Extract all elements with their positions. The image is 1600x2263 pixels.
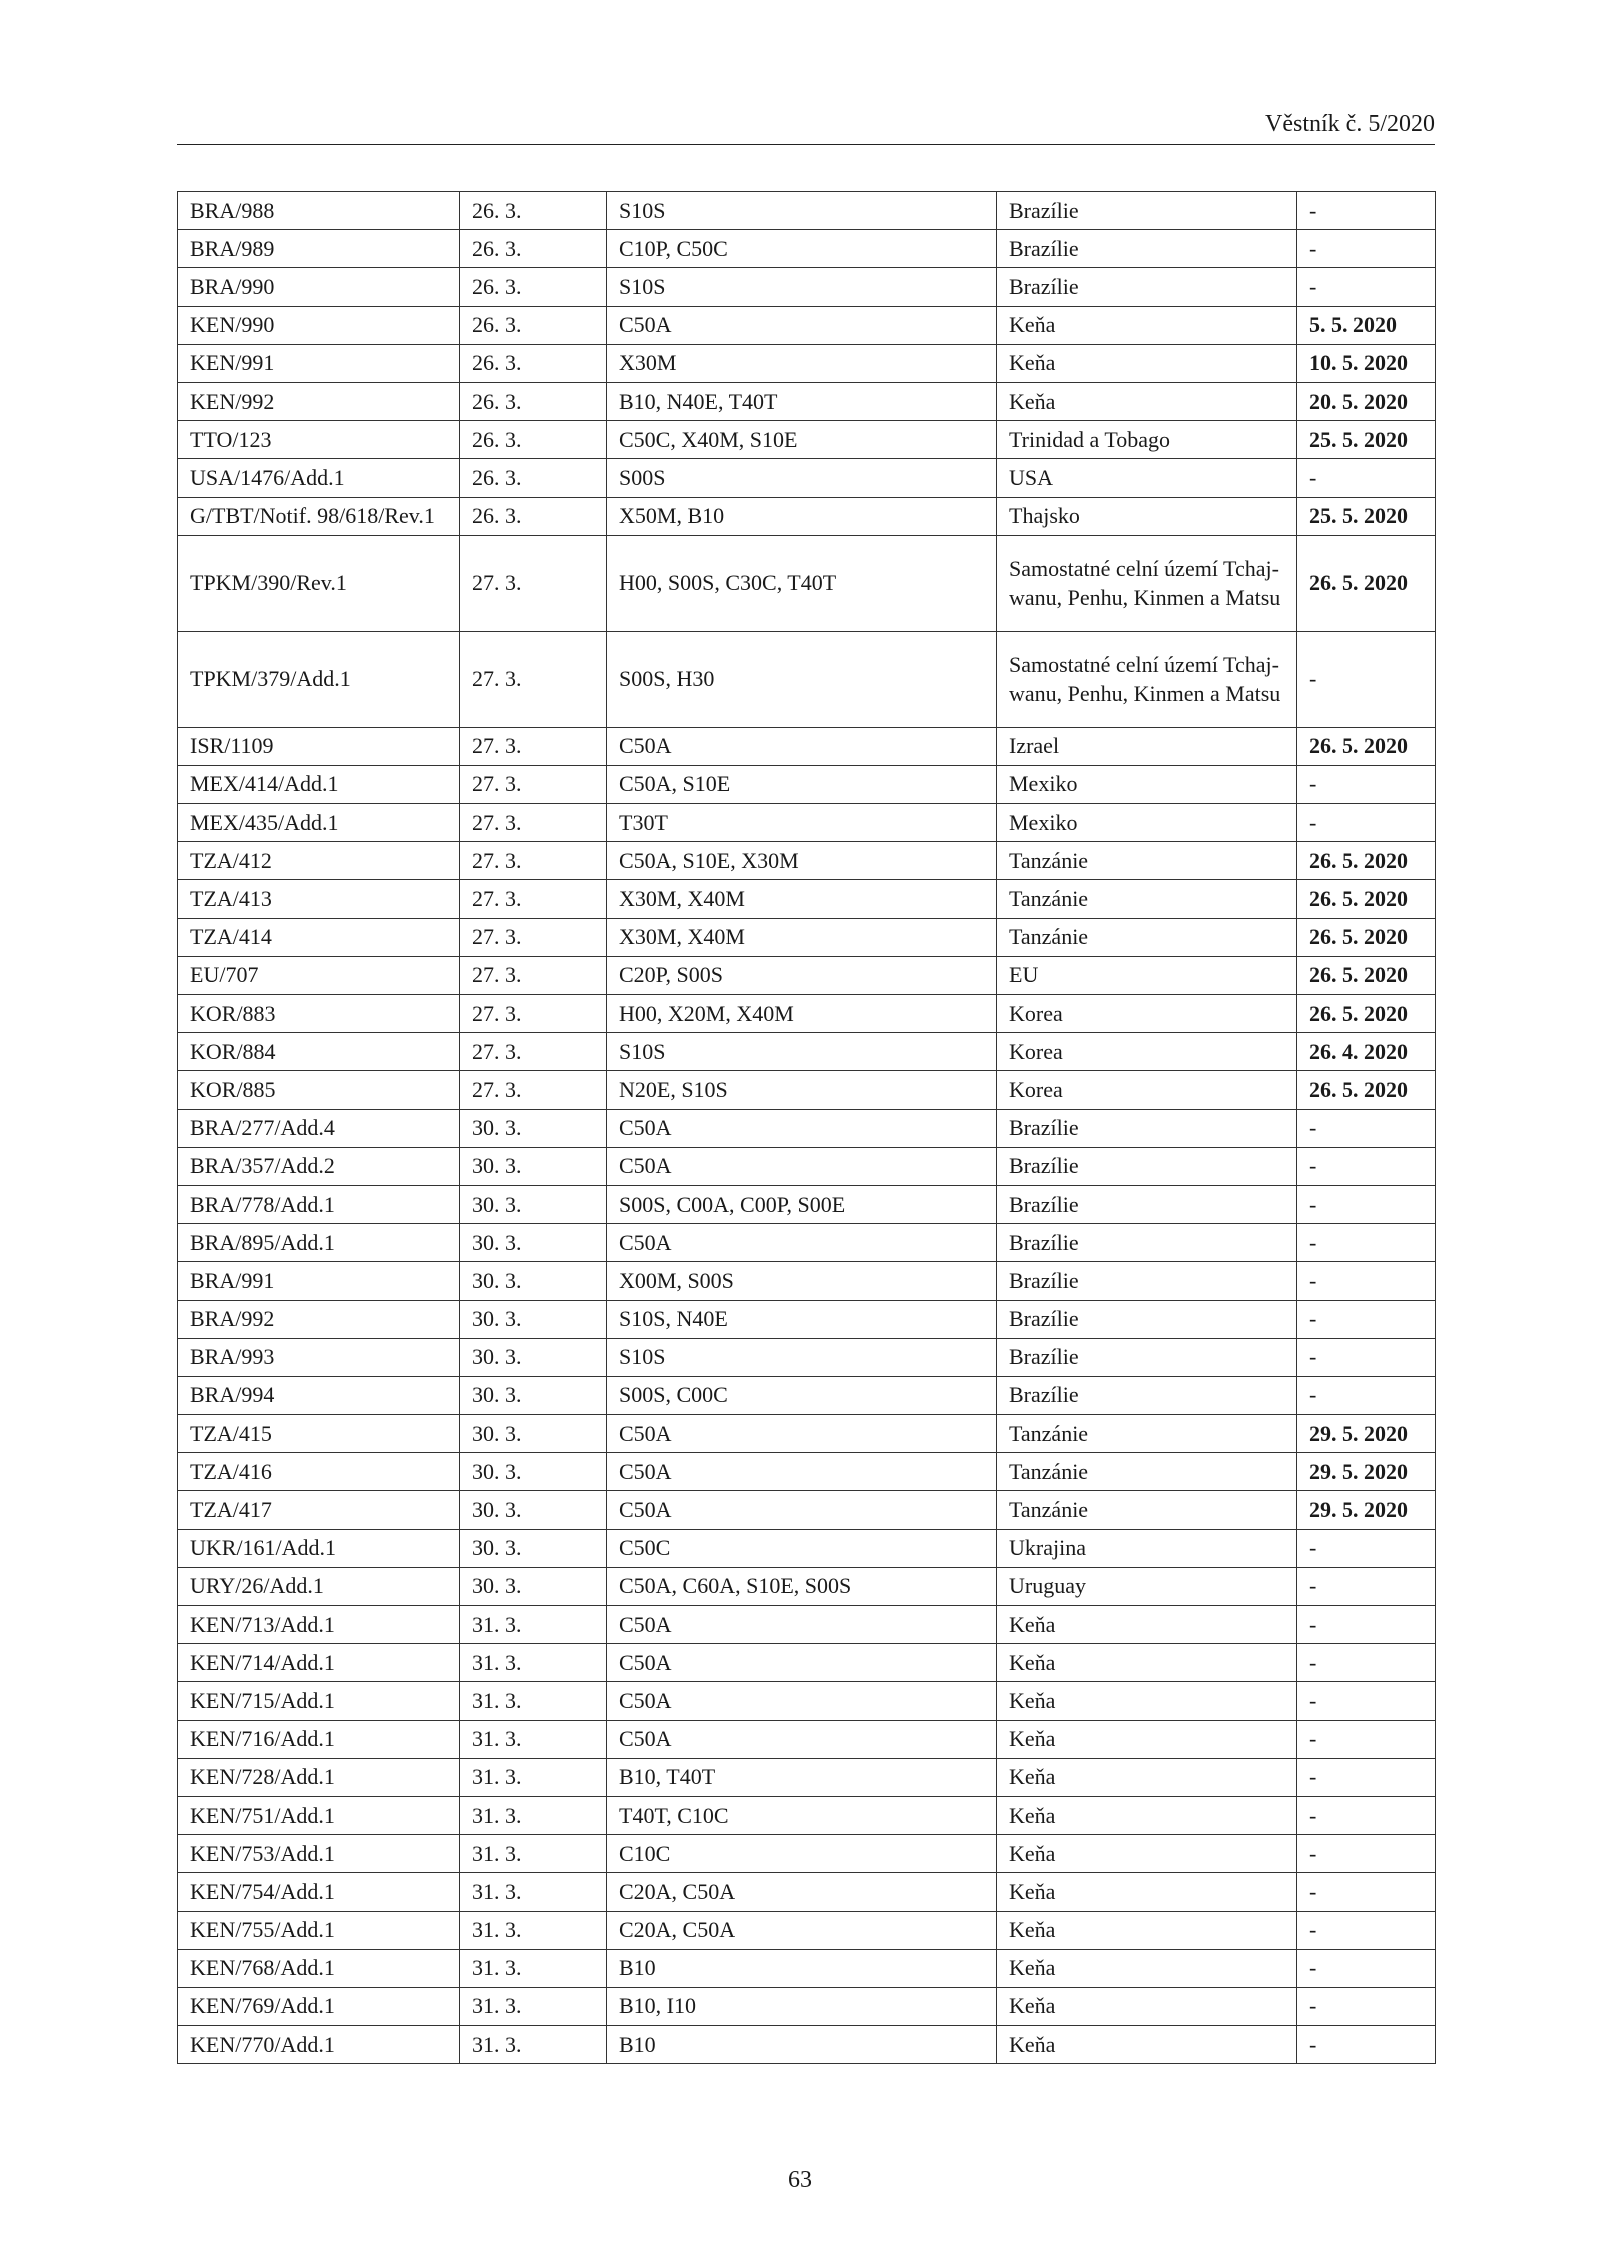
notification-date-cell: 27. 3. — [460, 880, 607, 918]
comment-deadline-cell: - — [1297, 631, 1436, 727]
comment-deadline-cell: 29. 5. 2020 — [1297, 1415, 1436, 1453]
ics-codes-cell: X00M, S00S — [607, 1262, 997, 1300]
notification-symbol-cell: KEN/753/Add.1 — [178, 1835, 460, 1873]
table-row — [178, 956, 1436, 994]
table-row — [178, 1491, 1436, 1529]
country-cell: Tanzánie — [997, 1491, 1297, 1529]
ics-codes-cell: C20P, S00S — [607, 956, 997, 994]
notification-symbol-cell: BRA/895/Add.1 — [178, 1224, 460, 1262]
notification-date-cell: 30. 3. — [460, 1415, 607, 1453]
notification-date-cell: 30. 3. — [460, 1147, 607, 1185]
notification-symbol-cell: TZA/416 — [178, 1453, 460, 1491]
notification-date-cell: 27. 3. — [460, 918, 607, 956]
comment-deadline-cell: - — [1297, 1644, 1436, 1682]
comment-deadline-cell: - — [1297, 1147, 1436, 1185]
ics-codes-cell: C50A — [607, 1147, 997, 1185]
table-row — [178, 995, 1436, 1033]
ics-codes-cell: X30M — [607, 344, 997, 382]
ics-codes-cell: S00S — [607, 459, 997, 497]
comment-deadline-cell: - — [1297, 1262, 1436, 1300]
notification-date-cell: 31. 3. — [460, 1911, 607, 1949]
ics-codes-cell: C50A — [607, 1415, 997, 1453]
country-cell: Brazílie — [997, 230, 1297, 268]
notification-date-cell: 31. 3. — [460, 1796, 607, 1834]
notification-date-cell: 26. 3. — [460, 459, 607, 497]
ics-codes-cell: S10S — [607, 192, 997, 230]
table-row — [178, 1147, 1436, 1185]
table-row — [178, 268, 1436, 306]
comment-deadline-cell: - — [1297, 268, 1436, 306]
table-row — [178, 1185, 1436, 1223]
notification-date-cell: 31. 3. — [460, 1758, 607, 1796]
ics-codes-cell: H00, X20M, X40M — [607, 995, 997, 1033]
country-cell: Brazílie — [997, 192, 1297, 230]
notification-symbol-cell: BRA/992 — [178, 1300, 460, 1338]
ics-codes-cell: C50A — [607, 1224, 997, 1262]
country-cell: Keňa — [997, 1987, 1297, 2025]
country-cell: Keňa — [997, 2026, 1297, 2064]
notification-symbol-cell: TTO/123 — [178, 421, 460, 459]
country-cell: Keňa — [997, 1796, 1297, 1834]
comment-deadline-cell: 25. 5. 2020 — [1297, 421, 1436, 459]
ics-codes-cell: C50A — [607, 1644, 997, 1682]
country-cell: Brazílie — [997, 1185, 1297, 1223]
country-cell: Brazílie — [997, 1109, 1297, 1147]
notification-symbol-cell: MEX/435/Add.1 — [178, 804, 460, 842]
comment-deadline-cell: - — [1297, 1606, 1436, 1644]
table-row — [178, 1987, 1436, 2025]
country-cell: Brazílie — [997, 1338, 1297, 1376]
country-cell: Brazílie — [997, 1262, 1297, 1300]
table-row — [178, 631, 1436, 727]
notification-symbol-cell: G/TBT/Notif. 98/618/Rev.1 — [178, 497, 460, 535]
comment-deadline-cell: - — [1297, 1682, 1436, 1720]
country-cell: Korea — [997, 1071, 1297, 1109]
table-row — [178, 1338, 1436, 1376]
notification-symbol-cell: BRA/277/Add.4 — [178, 1109, 460, 1147]
notification-symbol-cell: TZA/414 — [178, 918, 460, 956]
comment-deadline-cell: - — [1297, 192, 1436, 230]
country-cell: Tanzánie — [997, 1415, 1297, 1453]
notification-symbol-cell: KEN/754/Add.1 — [178, 1873, 460, 1911]
country-cell: Tanzánie — [997, 842, 1297, 880]
comment-deadline-cell: - — [1297, 1567, 1436, 1605]
table-row — [178, 765, 1436, 803]
comment-deadline-cell: - — [1297, 765, 1436, 803]
country-cell: Brazílie — [997, 1224, 1297, 1262]
table-row — [178, 1415, 1436, 1453]
notification-date-cell: 31. 3. — [460, 1835, 607, 1873]
notification-symbol-cell: MEX/414/Add.1 — [178, 765, 460, 803]
table-row — [178, 1720, 1436, 1758]
notification-symbol-cell: KEN/713/Add.1 — [178, 1606, 460, 1644]
table-row — [178, 1796, 1436, 1834]
ics-codes-cell: C50A, C60A, S10E, S00S — [607, 1567, 997, 1605]
table-row — [178, 535, 1436, 631]
notification-date-cell: 31. 3. — [460, 1644, 607, 1682]
notification-date-cell: 27. 3. — [460, 535, 607, 631]
comment-deadline-cell: - — [1297, 1109, 1436, 1147]
ics-codes-cell: C50A — [607, 1109, 997, 1147]
notification-symbol-cell: KEN/728/Add.1 — [178, 1758, 460, 1796]
notification-symbol-cell: BRA/994 — [178, 1376, 460, 1414]
table-row — [178, 1606, 1436, 1644]
notification-date-cell: 31. 3. — [460, 1720, 607, 1758]
table-row — [178, 1033, 1436, 1071]
table-row — [178, 804, 1436, 842]
notification-date-cell: 27. 3. — [460, 1071, 607, 1109]
ics-codes-cell: C50A — [607, 1682, 997, 1720]
comment-deadline-cell: - — [1297, 1224, 1436, 1262]
notification-symbol-cell: KOR/883 — [178, 995, 460, 1033]
notification-symbol-cell: BRA/989 — [178, 230, 460, 268]
country-cell: Keňa — [997, 1949, 1297, 1987]
comment-deadline-cell: 29. 5. 2020 — [1297, 1491, 1436, 1529]
table-row — [178, 1224, 1436, 1262]
notification-symbol-cell: BRA/991 — [178, 1262, 460, 1300]
notification-date-cell: 27. 3. — [460, 804, 607, 842]
ics-codes-cell: C50A — [607, 1453, 997, 1491]
country-cell: Samostatné celní území Tchaj-wanu, Penhu, Kinmen a Matsu — [997, 535, 1297, 631]
ics-codes-cell: C20A, C50A — [607, 1873, 997, 1911]
notification-symbol-cell: KEN/714/Add.1 — [178, 1644, 460, 1682]
notification-symbol-cell: KEN/715/Add.1 — [178, 1682, 460, 1720]
notification-date-cell: 26. 3. — [460, 268, 607, 306]
notification-date-cell: 26. 3. — [460, 230, 607, 268]
country-cell: Ukrajina — [997, 1529, 1297, 1567]
notification-symbol-cell: BRA/357/Add.2 — [178, 1147, 460, 1185]
comment-deadline-cell: - — [1297, 1911, 1436, 1949]
table-row — [178, 497, 1436, 535]
notifications-table-body — [178, 192, 1436, 2064]
table-row — [178, 1300, 1436, 1338]
country-cell: Keňa — [997, 306, 1297, 344]
country-cell: Mexiko — [997, 765, 1297, 803]
ics-codes-cell: C50A — [607, 1720, 997, 1758]
notification-date-cell: 31. 3. — [460, 1949, 607, 1987]
page-number: 63 — [788, 2167, 812, 2193]
table-row — [178, 1567, 1436, 1605]
comment-deadline-cell: 25. 5. 2020 — [1297, 497, 1436, 535]
table-row — [178, 306, 1436, 344]
comment-deadline-cell: - — [1297, 1835, 1436, 1873]
comment-deadline-cell: 26. 5. 2020 — [1297, 995, 1436, 1033]
notification-symbol-cell: KEN/716/Add.1 — [178, 1720, 460, 1758]
country-cell: Korea — [997, 1033, 1297, 1071]
table-row — [178, 727, 1436, 765]
notification-date-cell: 26. 3. — [460, 497, 607, 535]
table-row — [178, 1682, 1436, 1720]
table-row — [178, 880, 1436, 918]
ics-codes-cell: C50A — [607, 1491, 997, 1529]
notification-symbol-cell: TZA/412 — [178, 842, 460, 880]
notification-symbol-cell: KOR/885 — [178, 1071, 460, 1109]
country-cell: Brazílie — [997, 1300, 1297, 1338]
notification-date-cell: 27. 3. — [460, 631, 607, 727]
country-cell: Keňa — [997, 1720, 1297, 1758]
notification-date-cell: 30. 3. — [460, 1529, 607, 1567]
comment-deadline-cell: - — [1297, 459, 1436, 497]
notification-symbol-cell: TZA/417 — [178, 1491, 460, 1529]
ics-codes-cell: B10 — [607, 1949, 997, 1987]
table-row — [178, 344, 1436, 382]
comment-deadline-cell: - — [1297, 804, 1436, 842]
notification-date-cell: 27. 3. — [460, 956, 607, 994]
notification-date-cell: 30. 3. — [460, 1109, 607, 1147]
country-cell: Brazílie — [997, 1376, 1297, 1414]
country-cell: Keňa — [997, 1873, 1297, 1911]
table-row — [178, 192, 1436, 230]
comment-deadline-cell: 10. 5. 2020 — [1297, 344, 1436, 382]
ics-codes-cell: X30M, X40M — [607, 918, 997, 956]
ics-codes-cell: B10 — [607, 2026, 997, 2064]
ics-codes-cell: B10, I10 — [607, 1987, 997, 2025]
ics-codes-cell: C50A — [607, 306, 997, 344]
comment-deadline-cell: 26. 5. 2020 — [1297, 956, 1436, 994]
comment-deadline-cell: - — [1297, 1185, 1436, 1223]
comment-deadline-cell: - — [1297, 1338, 1436, 1376]
notification-date-cell: 26. 3. — [460, 382, 607, 420]
country-cell: Trinidad a Tobago — [997, 421, 1297, 459]
comment-deadline-cell: - — [1297, 1758, 1436, 1796]
country-cell: Keňa — [997, 1606, 1297, 1644]
ics-codes-cell: S10S — [607, 1033, 997, 1071]
comment-deadline-cell: 26. 4. 2020 — [1297, 1033, 1436, 1071]
notification-symbol-cell: URY/26/Add.1 — [178, 1567, 460, 1605]
notifications-table — [177, 191, 1436, 2064]
ics-codes-cell: C50A — [607, 727, 997, 765]
ics-codes-cell: B10, T40T — [607, 1758, 997, 1796]
notification-symbol-cell: KOR/884 — [178, 1033, 460, 1071]
notification-symbol-cell: BRA/990 — [178, 268, 460, 306]
table-row — [178, 1262, 1436, 1300]
country-cell: Brazílie — [997, 1147, 1297, 1185]
ics-codes-cell: X30M, X40M — [607, 880, 997, 918]
table-row — [178, 1949, 1436, 1987]
table-row — [178, 382, 1436, 420]
table-row — [178, 1109, 1436, 1147]
country-cell: Izrael — [997, 727, 1297, 765]
comment-deadline-cell: 26. 5. 2020 — [1297, 918, 1436, 956]
notification-date-cell: 30. 3. — [460, 1300, 607, 1338]
comment-deadline-cell: - — [1297, 1873, 1436, 1911]
ics-codes-cell: C10P, C50C — [607, 230, 997, 268]
country-cell: Tanzánie — [997, 880, 1297, 918]
country-cell: Keňa — [997, 1682, 1297, 1720]
notification-symbol-cell: KEN/768/Add.1 — [178, 1949, 460, 1987]
country-cell: Keňa — [997, 1911, 1297, 1949]
comment-deadline-cell: - — [1297, 1987, 1436, 2025]
notification-date-cell: 31. 3. — [460, 1682, 607, 1720]
comment-deadline-cell: - — [1297, 1720, 1436, 1758]
table-row — [178, 1758, 1436, 1796]
comment-deadline-cell: 26. 5. 2020 — [1297, 842, 1436, 880]
notification-date-cell: 27. 3. — [460, 995, 607, 1033]
country-cell: Mexiko — [997, 804, 1297, 842]
ics-codes-cell: B10, N40E, T40T — [607, 382, 997, 420]
notification-date-cell: 27. 3. — [460, 842, 607, 880]
notification-date-cell: 27. 3. — [460, 765, 607, 803]
country-cell: Keňa — [997, 1758, 1297, 1796]
table-row — [178, 1529, 1436, 1567]
ics-codes-cell: C50A, S10E — [607, 765, 997, 803]
ics-codes-cell: S10S, N40E — [607, 1300, 997, 1338]
country-cell: Keňa — [997, 1644, 1297, 1682]
country-cell: Keňa — [997, 1835, 1297, 1873]
table-row — [178, 230, 1436, 268]
country-cell: USA — [997, 459, 1297, 497]
notification-date-cell: 30. 3. — [460, 1262, 607, 1300]
notification-date-cell: 30. 3. — [460, 1453, 607, 1491]
table-row — [178, 2026, 1436, 2064]
comment-deadline-cell: - — [1297, 1949, 1436, 1987]
ics-codes-cell: S10S — [607, 268, 997, 306]
ics-codes-cell: T40T, C10C — [607, 1796, 997, 1834]
notification-symbol-cell: EU/707 — [178, 956, 460, 994]
notification-date-cell: 30. 3. — [460, 1224, 607, 1262]
publication-title: Věstník č. 5/2020 — [1265, 111, 1435, 137]
ics-codes-cell: C50A — [607, 1606, 997, 1644]
country-cell: Thajsko — [997, 497, 1297, 535]
ics-codes-cell: X50M, B10 — [607, 497, 997, 535]
comment-deadline-cell: 26. 5. 2020 — [1297, 880, 1436, 918]
notification-date-cell: 26. 3. — [460, 306, 607, 344]
country-cell: Tanzánie — [997, 918, 1297, 956]
ics-codes-cell: S00S, C00C — [607, 1376, 997, 1414]
notification-symbol-cell: KEN/991 — [178, 344, 460, 382]
ics-codes-cell: H00, S00S, C30C, T40T — [607, 535, 997, 631]
notification-symbol-cell: ISR/1109 — [178, 727, 460, 765]
notification-date-cell: 31. 3. — [460, 1987, 607, 2025]
table-row — [178, 421, 1436, 459]
comment-deadline-cell: - — [1297, 1300, 1436, 1338]
notification-date-cell: 27. 3. — [460, 1033, 607, 1071]
comment-deadline-cell: - — [1297, 1529, 1436, 1567]
comment-deadline-cell: - — [1297, 1376, 1436, 1414]
table-row — [178, 1071, 1436, 1109]
notification-symbol-cell: BRA/988 — [178, 192, 460, 230]
comment-deadline-cell: - — [1297, 2026, 1436, 2064]
notification-symbol-cell: TPKM/390/Rev.1 — [178, 535, 460, 631]
comment-deadline-cell: 29. 5. 2020 — [1297, 1453, 1436, 1491]
country-cell: Tanzánie — [997, 1453, 1297, 1491]
country-cell: Keňa — [997, 382, 1297, 420]
country-cell: Korea — [997, 995, 1297, 1033]
table-row — [178, 1911, 1436, 1949]
notification-date-cell: 30. 3. — [460, 1491, 607, 1529]
notification-symbol-cell: KEN/770/Add.1 — [178, 2026, 460, 2064]
notification-date-cell: 31. 3. — [460, 1873, 607, 1911]
ics-codes-cell: C50A, S10E, X30M — [607, 842, 997, 880]
ics-codes-cell: C20A, C50A — [607, 1911, 997, 1949]
comment-deadline-cell: - — [1297, 230, 1436, 268]
ics-codes-cell: C50C, X40M, S10E — [607, 421, 997, 459]
table-row — [178, 918, 1436, 956]
notification-symbol-cell: TZA/413 — [178, 880, 460, 918]
table-row — [178, 1376, 1436, 1414]
notification-date-cell: 30. 3. — [460, 1338, 607, 1376]
page-header — [177, 111, 1435, 145]
notification-date-cell: 27. 3. — [460, 727, 607, 765]
notification-date-cell: 31. 3. — [460, 1606, 607, 1644]
notification-date-cell: 26. 3. — [460, 192, 607, 230]
ics-codes-cell: C50C — [607, 1529, 997, 1567]
ics-codes-cell: N20E, S10S — [607, 1071, 997, 1109]
notification-date-cell: 30. 3. — [460, 1567, 607, 1605]
notification-symbol-cell: USA/1476/Add.1 — [178, 459, 460, 497]
comment-deadline-cell: 26. 5. 2020 — [1297, 727, 1436, 765]
ics-codes-cell: S00S, C00A, C00P, S00E — [607, 1185, 997, 1223]
comment-deadline-cell: - — [1297, 1796, 1436, 1834]
notification-date-cell: 26. 3. — [460, 421, 607, 459]
comment-deadline-cell: 26. 5. 2020 — [1297, 1071, 1436, 1109]
notification-date-cell: 31. 3. — [460, 2026, 607, 2064]
country-cell: Brazílie — [997, 268, 1297, 306]
notification-date-cell: 30. 3. — [460, 1185, 607, 1223]
table-row — [178, 1453, 1436, 1491]
comment-deadline-cell: 20. 5. 2020 — [1297, 382, 1436, 420]
notification-symbol-cell: KEN/992 — [178, 382, 460, 420]
notification-symbol-cell: KEN/990 — [178, 306, 460, 344]
country-cell: Keňa — [997, 344, 1297, 382]
notification-symbol-cell: TZA/415 — [178, 1415, 460, 1453]
notification-symbol-cell: KEN/751/Add.1 — [178, 1796, 460, 1834]
ics-codes-cell: T30T — [607, 804, 997, 842]
table-row — [178, 842, 1436, 880]
notification-symbol-cell: KEN/769/Add.1 — [178, 1987, 460, 2025]
notification-symbol-cell: UKR/161/Add.1 — [178, 1529, 460, 1567]
table-row — [178, 1835, 1436, 1873]
notification-symbol-cell: BRA/778/Add.1 — [178, 1185, 460, 1223]
comment-deadline-cell: 5. 5. 2020 — [1297, 306, 1436, 344]
table-row — [178, 459, 1436, 497]
country-cell: Samostatné celní území Tchaj-wanu, Penhu, Kinmen a Matsu — [997, 631, 1297, 727]
ics-codes-cell: S00S, H30 — [607, 631, 997, 727]
comment-deadline-cell: 26. 5. 2020 — [1297, 535, 1436, 631]
notification-symbol-cell: TPKM/379/Add.1 — [178, 631, 460, 727]
ics-codes-cell: S10S — [607, 1338, 997, 1376]
notification-symbol-cell: BRA/993 — [178, 1338, 460, 1376]
notification-symbol-cell: KEN/755/Add.1 — [178, 1911, 460, 1949]
table-row — [178, 1644, 1436, 1682]
table-row — [178, 1873, 1436, 1911]
notification-date-cell: 30. 3. — [460, 1376, 607, 1414]
country-cell: EU — [997, 956, 1297, 994]
ics-codes-cell: C10C — [607, 1835, 997, 1873]
country-cell: Uruguay — [997, 1567, 1297, 1605]
notification-date-cell: 26. 3. — [460, 344, 607, 382]
